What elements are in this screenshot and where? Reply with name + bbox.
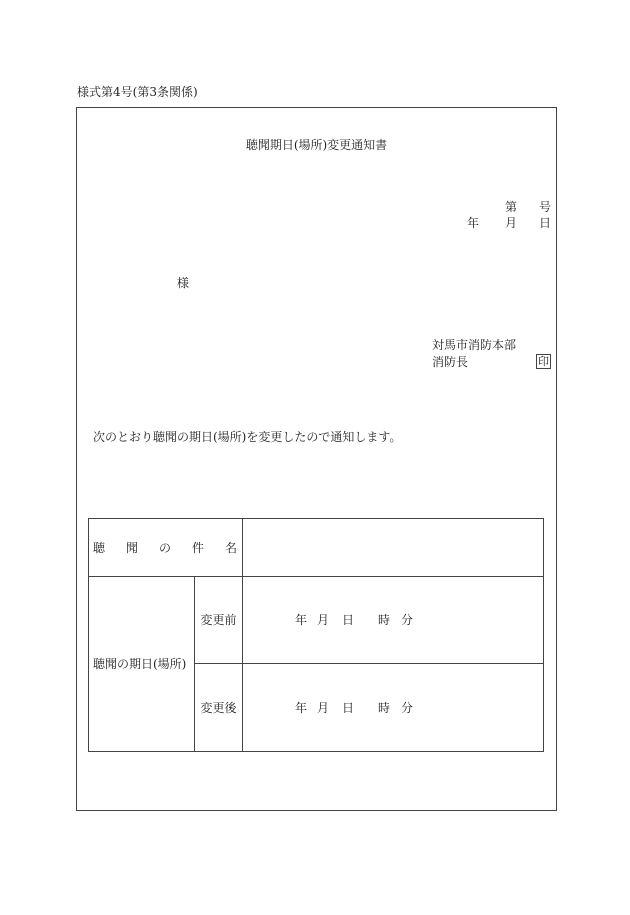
document-title: 聴聞期日(場所)変更通知書 [245,138,388,152]
case-name-label-cell [88,518,243,577]
issue-date-day: 日 [539,216,552,230]
after-change-value-cell [242,663,544,752]
case-name-label-char: 名 [224,540,237,555]
issue-date-year: 年 [467,216,480,230]
before-change-label: 変更前 [200,613,237,627]
before-minute-unit: 分 [401,613,414,627]
case-name-value-cell [242,518,544,577]
doc-number-prefix: 第 [505,200,518,214]
after-hour-unit: 時 [378,700,391,715]
before-day-unit: 日 [342,613,355,627]
form-number: 様式第4号(第3条関係) [77,85,198,99]
after-month-unit: 月 [317,700,330,715]
after-change-label-cell [194,663,243,752]
doc-number-suffix: 号 [539,200,552,214]
case-name-label-char: 聴 [93,540,106,555]
recipient-honorific: 様 [177,276,190,290]
case-name-label-char: の [158,540,171,555]
after-day-unit: 日 [342,700,355,715]
sender-organization: 対馬市消防本部 [432,338,517,352]
schedule-label: 聴聞の期日(場所) [93,657,187,671]
before-change-label-cell [194,576,243,664]
seal-mark: 印 [538,355,549,368]
body-text: 次のとおり聴聞の期日(場所)を変更したので通知します。 [93,430,402,444]
sender-position: 消防長 [432,355,469,369]
schedule-label-cell [88,576,195,752]
before-month-unit: 月 [317,613,330,627]
after-minute-unit: 分 [401,700,414,715]
before-change-value-cell [242,576,544,664]
after-change-label: 変更後 [200,700,237,715]
case-name-label-char: 件 [191,540,204,555]
before-hour-unit: 時 [378,613,391,627]
case-name-label-char: 聞 [125,540,138,555]
after-year-unit: 年 [295,700,308,715]
before-year-unit: 年 [295,613,308,627]
issue-date-month: 月 [505,216,518,230]
